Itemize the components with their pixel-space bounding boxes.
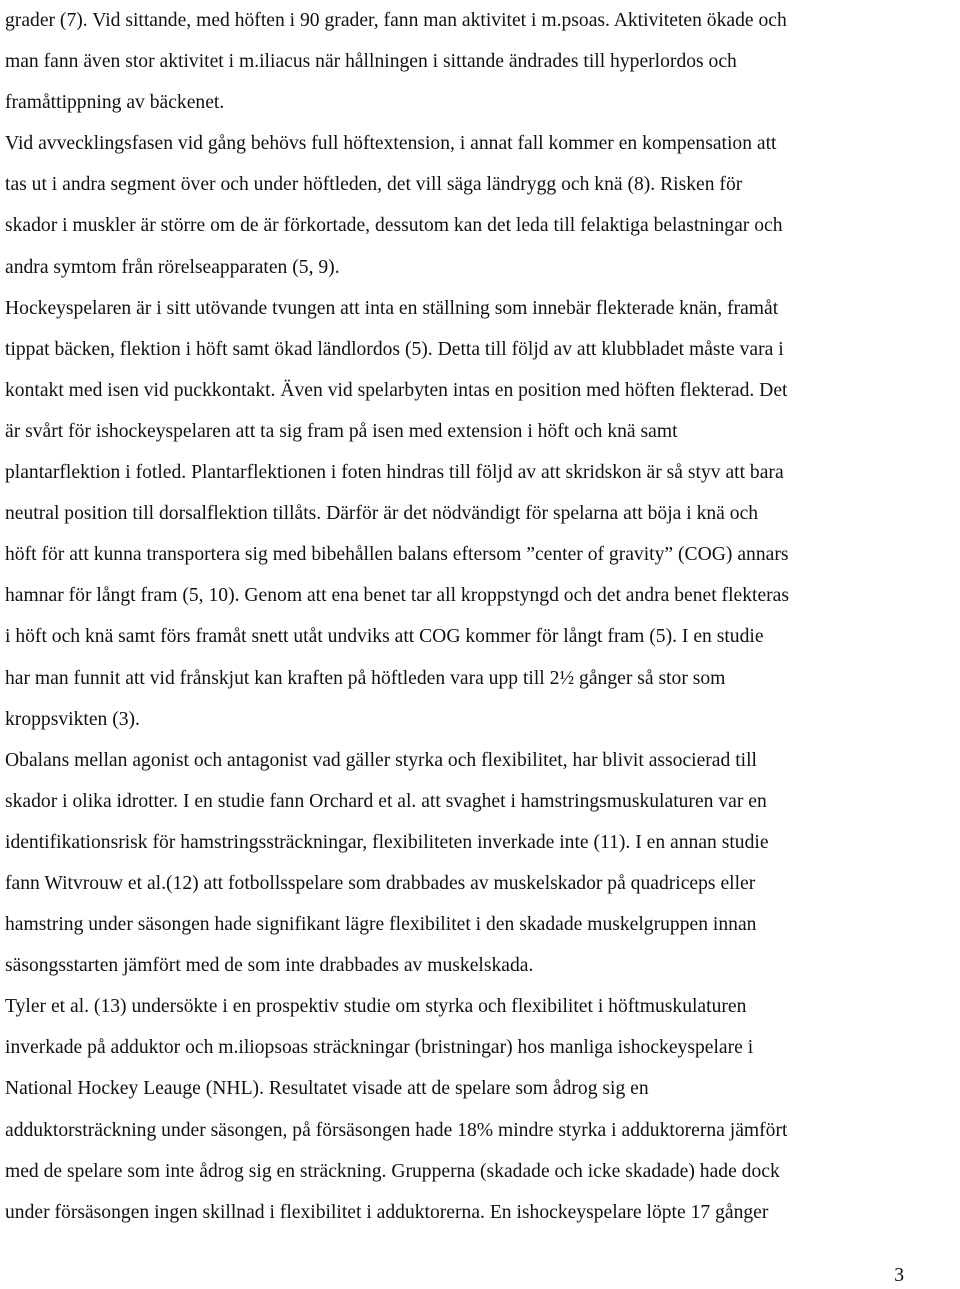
text-line: hamstring under säsongen hade signifikant lägre flexibilitet i den skadade muskelgruppen innan — [5, 914, 757, 936]
text-line: är svårt för ishockeyspelaren att ta sig fram på isen med extension i höft och knä samt — [5, 420, 678, 442]
text-line: i höft och knä samt förs framåt snett utåt undviks att COG kommer för långt fram (5). I en studie — [5, 626, 764, 648]
text-line: skador i muskler är större om de är förkortade, dessutom kan det leda till felaktiga belastningar och — [5, 215, 783, 237]
text-line: hamnar för långt fram (5, 10). Genom att ena benet tar all kroppstyngd och det andra benet flekteras — [5, 585, 789, 607]
text-line: Tyler et al. (13) undersökte i en prospektiv studie om styrka och flexibilitet i höftmuskulaturen — [5, 996, 747, 1018]
text-line: Obalans mellan agonist och antagonist vad gäller styrka och flexibilitet, har blivit associerad till — [5, 749, 757, 771]
text-line: tas ut i andra segment över och under höftleden, det vill säga ländrygg och knä (8). Risken för — [5, 174, 743, 196]
text-line: neutral position till dorsalflektion tillåts. Därför är det nödvändigt för spelarna att böja i knä och — [5, 503, 759, 525]
text-line: med de spelare som inte ådrog sig en sträckning. Grupperna (skadade och icke skadade) hade dock — [5, 1160, 780, 1182]
text-line: adduktorsträckning under säsongen, på försäsongen hade 18% mindre styrka i adduktorerna jämfört — [5, 1119, 788, 1141]
text-line: kontakt med isen vid puckkontakt. Även vid spelarbyten intas en position med höften flekterad. Det — [5, 379, 788, 401]
text-line: man fann även stor aktivitet i m.iliacus när hållningen i sittande ändrades till hyperlordos och — [5, 51, 737, 73]
text-line: identifikationsrisk för hamstringssträckningar, flexibiliteten inverkade inte (11). I en annan studie — [5, 831, 769, 853]
text-line: kroppsvikten (3). — [5, 708, 140, 730]
text-line: tippat bäcken, flektion i höft samt ökad ländlordos (5). Detta till följd av att klubbladet måste vara i — [5, 338, 784, 360]
text-line: har man funnit att vid frånskjut kan kraften på höftleden vara upp till 2½ gånger så stor som — [5, 667, 726, 689]
text-line: fann Witvrouw et al.(12) att fotbollsspelare som drabbades av muskelskador på quadriceps eller — [5, 872, 756, 894]
text-line: under försäsongen ingen skillnad i flexibilitet i adduktorerna. En ishockeyspelare löpte 17 gånger — [5, 1201, 769, 1223]
text-line: plantarflektion i fotled. Plantarflektionen i foten hindras till följd av att skridskon är så styv att bara — [5, 462, 784, 484]
text-line: säsongsstarten jämfört med de som inte drabbades av muskelskada. — [5, 955, 534, 977]
text-line: grader (7). Vid sittande, med höften i 90 grader, fann man aktivitet i m.psoas. Aktiviteten ökade och — [5, 10, 787, 31]
text-line: Vid avvecklingsfasen vid gång behövs full höftextension, i annat fall kommer en kompensation att — [5, 133, 777, 155]
text-line: Hockeyspelaren är i sitt utövande tvungen att inta en ställning som innebär flekterade knän, framåt — [5, 297, 779, 319]
text-line: inverkade på adduktor och m.iliopsoas sträckningar (bristningar) hos manliga ishockeyspelare i — [5, 1037, 754, 1059]
text-line: framåttippning av bäckenet. — [5, 92, 225, 114]
text-line: höft för att kunna transportera sig med bibehållen balans eftersom ”center of gravity” (COG) annars — [5, 544, 789, 566]
document-page — [5, 0, 955, 1233]
page-number: 3 — [894, 1265, 904, 1286]
text-line: skador i olika idrotter. I en studie fann Orchard et al. att svaghet i hamstringsmuskulaturen var en — [5, 790, 767, 812]
text-line: National Hockey Leauge (NHL). Resultatet visade att de spelare som ådrog sig en — [5, 1078, 649, 1100]
text-line: andra symtom från rörelseapparaten (5, 9). — [5, 256, 340, 278]
